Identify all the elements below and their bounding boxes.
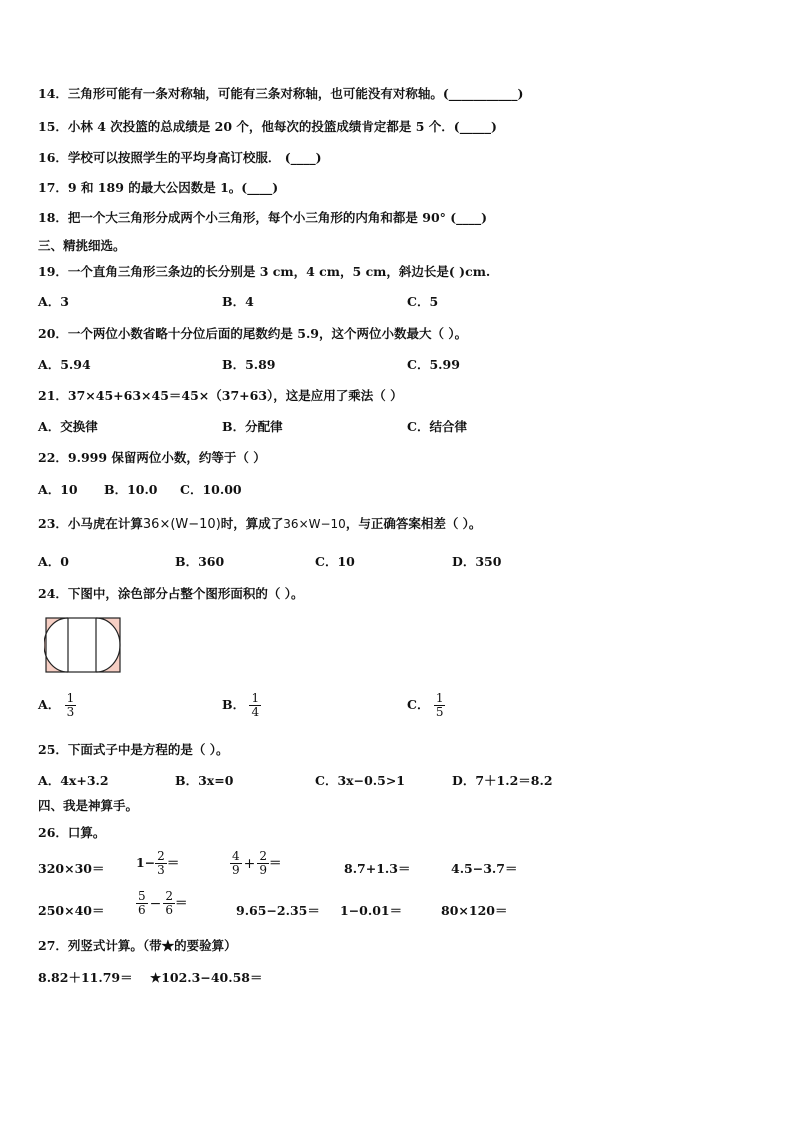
fraction-denominator: 9: [259, 863, 268, 877]
calc-8-7-plus-1-3: 8.7+1.3＝: [344, 861, 411, 876]
vertical-calc-1: 8.82＋11.79＝: [38, 970, 133, 985]
q24-option-b-label: B．: [222, 697, 246, 712]
q21-option-c: C．结合律: [407, 419, 467, 434]
fraction-numerator: 1: [435, 691, 444, 705]
calc-9-65-minus-2-35: 9.65−2.35＝: [236, 903, 320, 918]
shaded-figure: [44, 617, 122, 676]
fraction-4-9: [230, 850, 242, 877]
q19-option-b: B．4: [222, 294, 254, 309]
q23-stem-post: ，与正确答案相差（ ）。: [345, 516, 482, 531]
q24-option-c-fraction: [434, 692, 446, 719]
question-27-stem: 27．列竖式计算。（带★的要验算）: [38, 938, 237, 953]
q23-stem-mid: 时，算成了: [220, 516, 284, 531]
minus-operator: −: [149, 895, 162, 912]
calc-1-minus-0-01: 1−0.01＝: [340, 903, 403, 918]
q25-option-c: C．3x−0.5>1: [315, 773, 405, 788]
fraction-denominator: 3: [157, 863, 165, 877]
calc-4-9-plus-2-9: [230, 850, 282, 877]
section-3-heading: 三、精挑细选。: [38, 238, 126, 253]
question-15: 15．小林 4 次投篮的总成绩是 20 个，他每次的投篮成绩肯定都是 5 个．(_____): [38, 119, 497, 134]
q23-option-d: D．350: [452, 554, 502, 569]
calc-prefix: 1−: [136, 855, 156, 870]
q19-option-a: A．3: [38, 294, 69, 309]
fraction-denominator: 9: [232, 863, 240, 877]
q22-option-c: C．10.00: [180, 482, 242, 497]
q25-option-d: D．7＋1.2＝8.2: [452, 773, 553, 788]
q20-option-c: C．5.99: [407, 357, 460, 372]
calc-250x40: 250×40＝: [38, 903, 105, 918]
q21-option-a: A．交换律: [38, 419, 98, 434]
question-22-stem: 22．9.999 保留两位小数，约等于（ ）: [38, 450, 266, 465]
q25-option-a: A．4x+3.2: [38, 773, 109, 788]
q24-option-c: [407, 692, 445, 719]
calc-80x120: 80×120＝: [441, 903, 508, 918]
fraction-2-3: [155, 850, 167, 877]
q24-option-a-label: A．: [38, 697, 61, 712]
fraction-numerator: 5: [138, 889, 146, 903]
q22-option-b: B．10.0: [104, 482, 158, 497]
calc-4-5-minus-3-7: 4.5−3.7＝: [451, 861, 518, 876]
equals-sign: ＝: [269, 855, 282, 870]
equals-sign: ＝: [166, 855, 180, 870]
fraction-numerator: 2: [165, 889, 174, 903]
q23-option-c: C．10: [315, 554, 355, 569]
section-4-heading: 四、我是神算手。: [38, 798, 139, 813]
calc-320x30: 320×30＝: [38, 861, 105, 876]
equals-sign: ＝: [175, 895, 188, 910]
q24-option-c-label: C．: [407, 697, 430, 712]
question-14: 14．三角形可能有一条对称轴，可能有三条对称轴，也可能没有对称轴。(___________): [38, 86, 524, 101]
fraction-5-6: [136, 890, 148, 917]
q23-expression-2: 36×W−10: [283, 517, 346, 531]
left-shaded-region: [44, 618, 68, 672]
fraction-denominator: 6: [138, 903, 146, 917]
plus-operator: +: [243, 855, 256, 872]
q22-option-a: A．10: [38, 482, 78, 497]
fraction-numerator: 1: [251, 691, 260, 705]
fraction-2-6: [163, 890, 175, 917]
q23-option-b: B．360: [175, 554, 225, 569]
question-16: 16．学校可以按照学生的平均身高订校服． (____): [38, 150, 322, 165]
question-23-stem: [38, 514, 481, 532]
q20-option-b: B．5.89: [222, 357, 276, 372]
calc-1-minus-2-3: [136, 850, 179, 877]
question-25-stem: 25．下面式子中是方程的是（ ）。: [38, 742, 229, 757]
fraction-numerator: 2: [259, 849, 268, 863]
q24-option-a-fraction: [65, 692, 77, 719]
right-shaded-region: [96, 618, 120, 672]
fraction-denominator: 5: [435, 705, 444, 719]
q19-option-c: C．5: [407, 294, 439, 309]
fraction-numerator: 4: [232, 849, 240, 863]
fraction-numerator: 1: [66, 691, 75, 705]
q23-expression-1: 36×(W−10): [142, 517, 221, 532]
question-21-stem: 21．37×45+63×45＝45×（37+63），这是应用了乘法（ ）: [38, 388, 403, 403]
figure-border: [46, 618, 120, 672]
q23-option-a: A．0: [38, 554, 69, 569]
fraction-denominator: 6: [165, 903, 174, 917]
fraction-denominator: 3: [66, 705, 75, 719]
question-20-stem: 20．一个两位小数省略十分位后面的尾数约是 5.9，这个两位小数最大（ ）。: [38, 326, 468, 341]
q25-option-b: B．3x=0: [175, 773, 234, 788]
fraction-numerator: 2: [157, 849, 165, 863]
question-19-stem: 19．一个直角三角形三条边的长分别是 3 cm，4 cm，5 cm，斜边长是( )cm.: [38, 264, 491, 279]
question-18: 18．把一个大三角形分成两个小三角形，每个小三角形的内角和都是 90° (____): [38, 210, 488, 225]
calc-5-6-minus-2-6: [136, 890, 188, 917]
q24-option-b-fraction: [249, 692, 261, 719]
shaded-figure-svg: [44, 617, 122, 673]
fraction-2-9: [257, 850, 269, 877]
vertical-calc-2: ★102.3−40.58＝: [150, 970, 263, 985]
q24-option-a: [38, 692, 76, 719]
question-26-stem: 26．口算。: [38, 825, 106, 840]
q24-option-b: [222, 692, 261, 719]
question-24-stem: 24．下图中，涂色部分占整个图形面积的（ ）。: [38, 586, 304, 601]
q23-stem-pre: 23．小马虎在计算: [38, 516, 143, 531]
q20-option-a: A．5.94: [38, 357, 91, 372]
q21-option-b: B．分配律: [222, 419, 283, 434]
question-17: 17．9 和 189 的最大公因数是 1。(____): [38, 180, 279, 195]
fraction-denominator: 4: [251, 705, 260, 719]
